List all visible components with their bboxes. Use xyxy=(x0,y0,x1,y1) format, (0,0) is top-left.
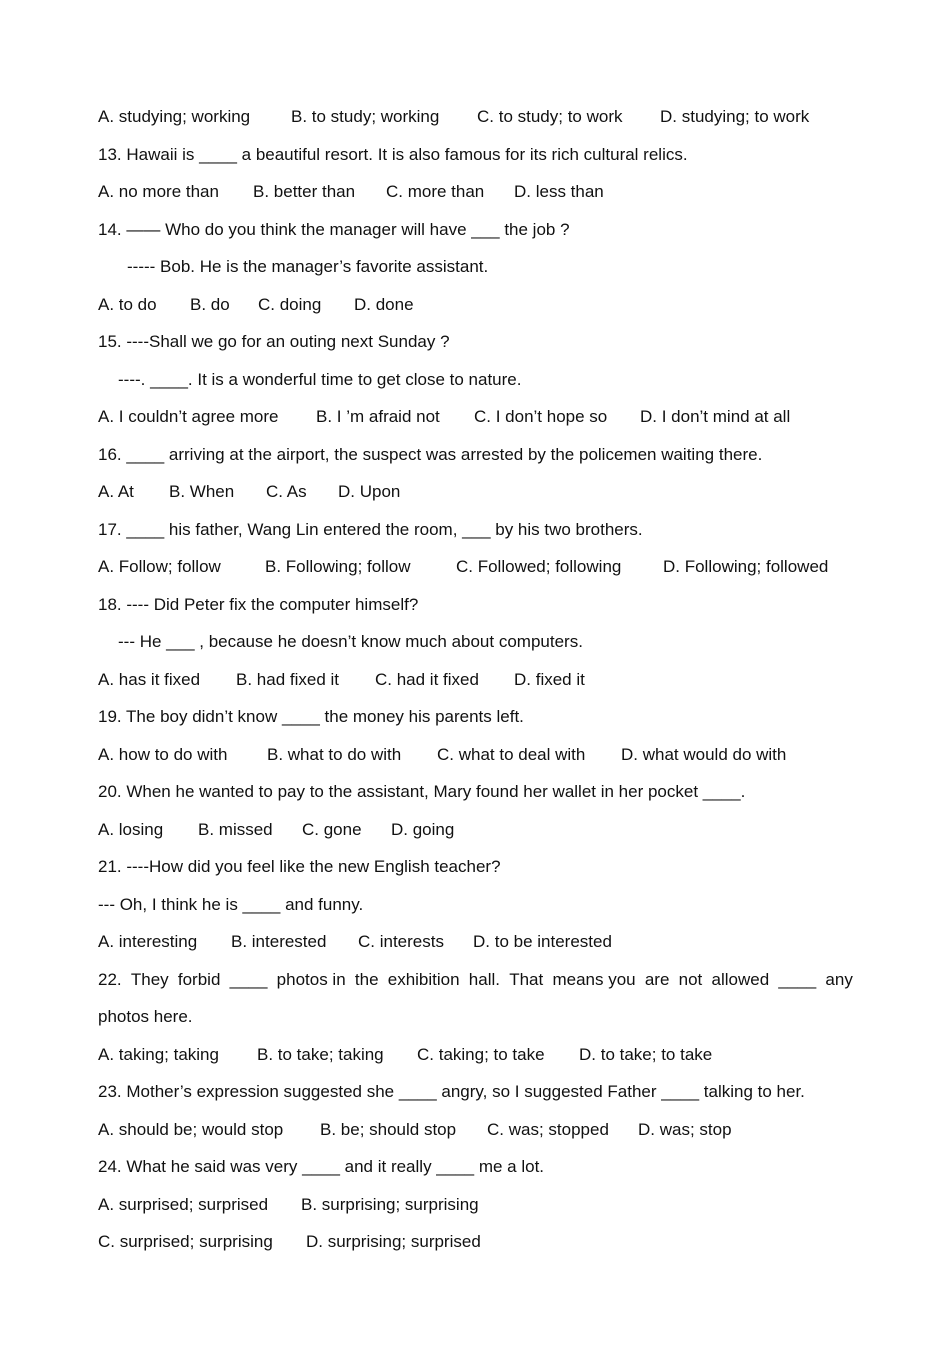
q21-option-b: B. interested xyxy=(231,932,327,951)
q14-options xyxy=(98,292,858,330)
q14-option-b: B. do xyxy=(190,294,230,314)
q16-option-a: A. At xyxy=(98,482,134,501)
q22-word: photos in xyxy=(276,969,346,989)
q14-stem: 14. —— Who do you think the manager will have ___ the job ? xyxy=(98,219,570,239)
q24-stem: 24. What he said was very ____ and it really ____ me a lot. xyxy=(98,1157,545,1176)
q22-word: are xyxy=(644,969,670,989)
q21-options xyxy=(98,929,858,967)
q18-reply: --- He ___ , because he doesn’t know much about computers. xyxy=(118,632,583,651)
q24-option-a: A. surprised; surprised xyxy=(98,1194,269,1214)
q23-stem: 23. Mother’s expression suggested she ____ angry, so I suggested Father ____ talking to her. xyxy=(98,1082,805,1101)
q19-option-b: B. what to do with xyxy=(267,744,402,764)
q19-option-c: C. what to deal with xyxy=(437,744,586,764)
q15-options xyxy=(98,404,858,442)
q18-option-c: C. had it fixed xyxy=(375,669,479,689)
q16-stem: 16. ____ arriving at the airport, the suspect was arrested by the policemen waiting there. xyxy=(98,444,763,464)
q22-word: forbid xyxy=(177,969,221,989)
q14-option-d: D. done xyxy=(354,294,414,314)
q23-option-b: B. be; should stop xyxy=(320,1119,457,1139)
q21-reply: --- Oh, I think he is ____ and funny. xyxy=(98,894,364,914)
q15-reply: ----. ____. It is a wonderful time to get close to nature. xyxy=(118,369,522,389)
q18-stem: 18. ---- Did Peter fix the computer himself? xyxy=(98,594,419,614)
q15-option-a: A. I couldn’t agree more xyxy=(98,407,279,426)
q12-option-a: A. studying; working xyxy=(98,107,251,126)
q22-word: allowed xyxy=(711,969,770,989)
q14-option-a: A. to do xyxy=(98,294,157,314)
q13-options xyxy=(98,179,858,217)
q19-stem: 19. The boy didn’t know ____ the money his parents left. xyxy=(98,707,524,726)
q14-reply: ----- Bob. He is the manager’s favorite assistant. xyxy=(127,257,489,276)
q24-options-row2 xyxy=(98,1229,858,1267)
q20-stem: 20. When he wanted to pay to the assistant, Mary found her wallet in her pocket ____. xyxy=(98,782,746,801)
q23-options xyxy=(98,1117,858,1155)
q20-options xyxy=(98,817,858,855)
q15-option-b: B. I ’m afraid not xyxy=(316,407,440,426)
q20-option-c: C. gone xyxy=(302,819,362,839)
q21-option-c: C. interests xyxy=(358,932,444,951)
q15-option-d: D. I don’t mind at all xyxy=(640,407,791,426)
q18-option-b: B. had fixed it xyxy=(236,669,340,689)
q22-word: That xyxy=(509,969,544,989)
q17-option-b: B. Following; follow xyxy=(265,557,411,576)
q23-option-a: A. should be; would stop xyxy=(98,1119,284,1139)
q20-option-b: B. missed xyxy=(198,819,273,839)
q17-option-a: A. Follow; follow xyxy=(98,557,221,576)
q13-option-a: A. no more than xyxy=(98,182,219,201)
q13-option-d: D. less than xyxy=(514,182,604,201)
q18-option-d: D. fixed it xyxy=(514,669,585,689)
q22-option-c: C. taking; to take xyxy=(417,1044,545,1064)
q22-word: ____ xyxy=(229,969,268,989)
q19-option-d: D. what would do with xyxy=(621,744,787,764)
q22-option-b: B. to take; taking xyxy=(257,1044,384,1064)
q21-option-d: D. to be interested xyxy=(473,932,612,951)
q16-options xyxy=(98,479,858,517)
q12-option-b: B. to study; working xyxy=(291,107,440,126)
q22-word: hall. xyxy=(468,969,500,989)
q22-word: the xyxy=(354,969,379,989)
q22-word: means you xyxy=(552,969,636,989)
q16-option-c: C. As xyxy=(266,482,307,501)
q24-option-b: B. surprising; surprising xyxy=(301,1194,479,1214)
q22-word: 22. xyxy=(98,969,122,989)
q16-option-b: B. When xyxy=(169,482,235,501)
q21-stem: 21. ----How did you feel like the new English teacher? xyxy=(98,857,501,876)
q22-word: ____ xyxy=(778,969,817,989)
q17-option-d: D. Following; followed xyxy=(663,557,829,576)
q15-stem: 15. ----Shall we go for an outing next Sunday ? xyxy=(98,332,450,351)
q22-word: not xyxy=(678,969,703,989)
q22-word: any xyxy=(825,969,853,989)
q17-option-c: C. Followed; following xyxy=(456,557,622,576)
question-list xyxy=(98,104,858,1267)
q22-word: They xyxy=(130,969,169,989)
q22-option-d: D. to take; to take xyxy=(579,1044,713,1064)
q23-option-c: C. was; stopped xyxy=(487,1119,609,1139)
q24-options-row1 xyxy=(98,1192,858,1230)
q15-option-c: C. I don’t hope so xyxy=(474,407,608,426)
q13-stem: 13. Hawaii is ____ a beautiful resort. It is also famous for its rich cultural relics. xyxy=(98,144,688,164)
q24-option-d: D. surprising; surprised xyxy=(306,1232,481,1251)
q23-option-d: D. was; stop xyxy=(638,1119,732,1139)
q18-options xyxy=(98,667,858,705)
q14-option-c: C. doing xyxy=(258,294,322,314)
q24-option-c: C. surprised; surprising xyxy=(98,1232,273,1251)
q22-word: exhibition xyxy=(387,969,460,989)
q12-option-c: C. to study; to work xyxy=(477,107,623,126)
q19-options xyxy=(98,742,858,780)
q17-stem: 17. ____ his father, Wang Lin entered the room, ___ by his two brothers. xyxy=(98,519,643,539)
q22-stem-continued: photos here. xyxy=(98,1007,193,1026)
q22-options xyxy=(98,1042,858,1080)
q21-option-a: A. interesting xyxy=(98,932,198,951)
q17-options xyxy=(98,554,858,592)
q20-option-a: A. losing xyxy=(98,819,164,839)
q20-option-d: D. going xyxy=(391,819,455,839)
q22-option-a: A. taking; taking xyxy=(98,1044,219,1064)
q12-options xyxy=(98,104,858,142)
q12-option-d: D. studying; to work xyxy=(660,107,810,126)
q19-option-a: A. how to do with xyxy=(98,744,228,764)
q22-stem xyxy=(98,967,853,1005)
q16-option-d: D. Upon xyxy=(338,482,401,501)
q13-option-b: B. better than xyxy=(253,182,356,201)
q18-option-a: A. has it fixed xyxy=(98,669,201,689)
q13-option-c: C. more than xyxy=(386,182,485,201)
